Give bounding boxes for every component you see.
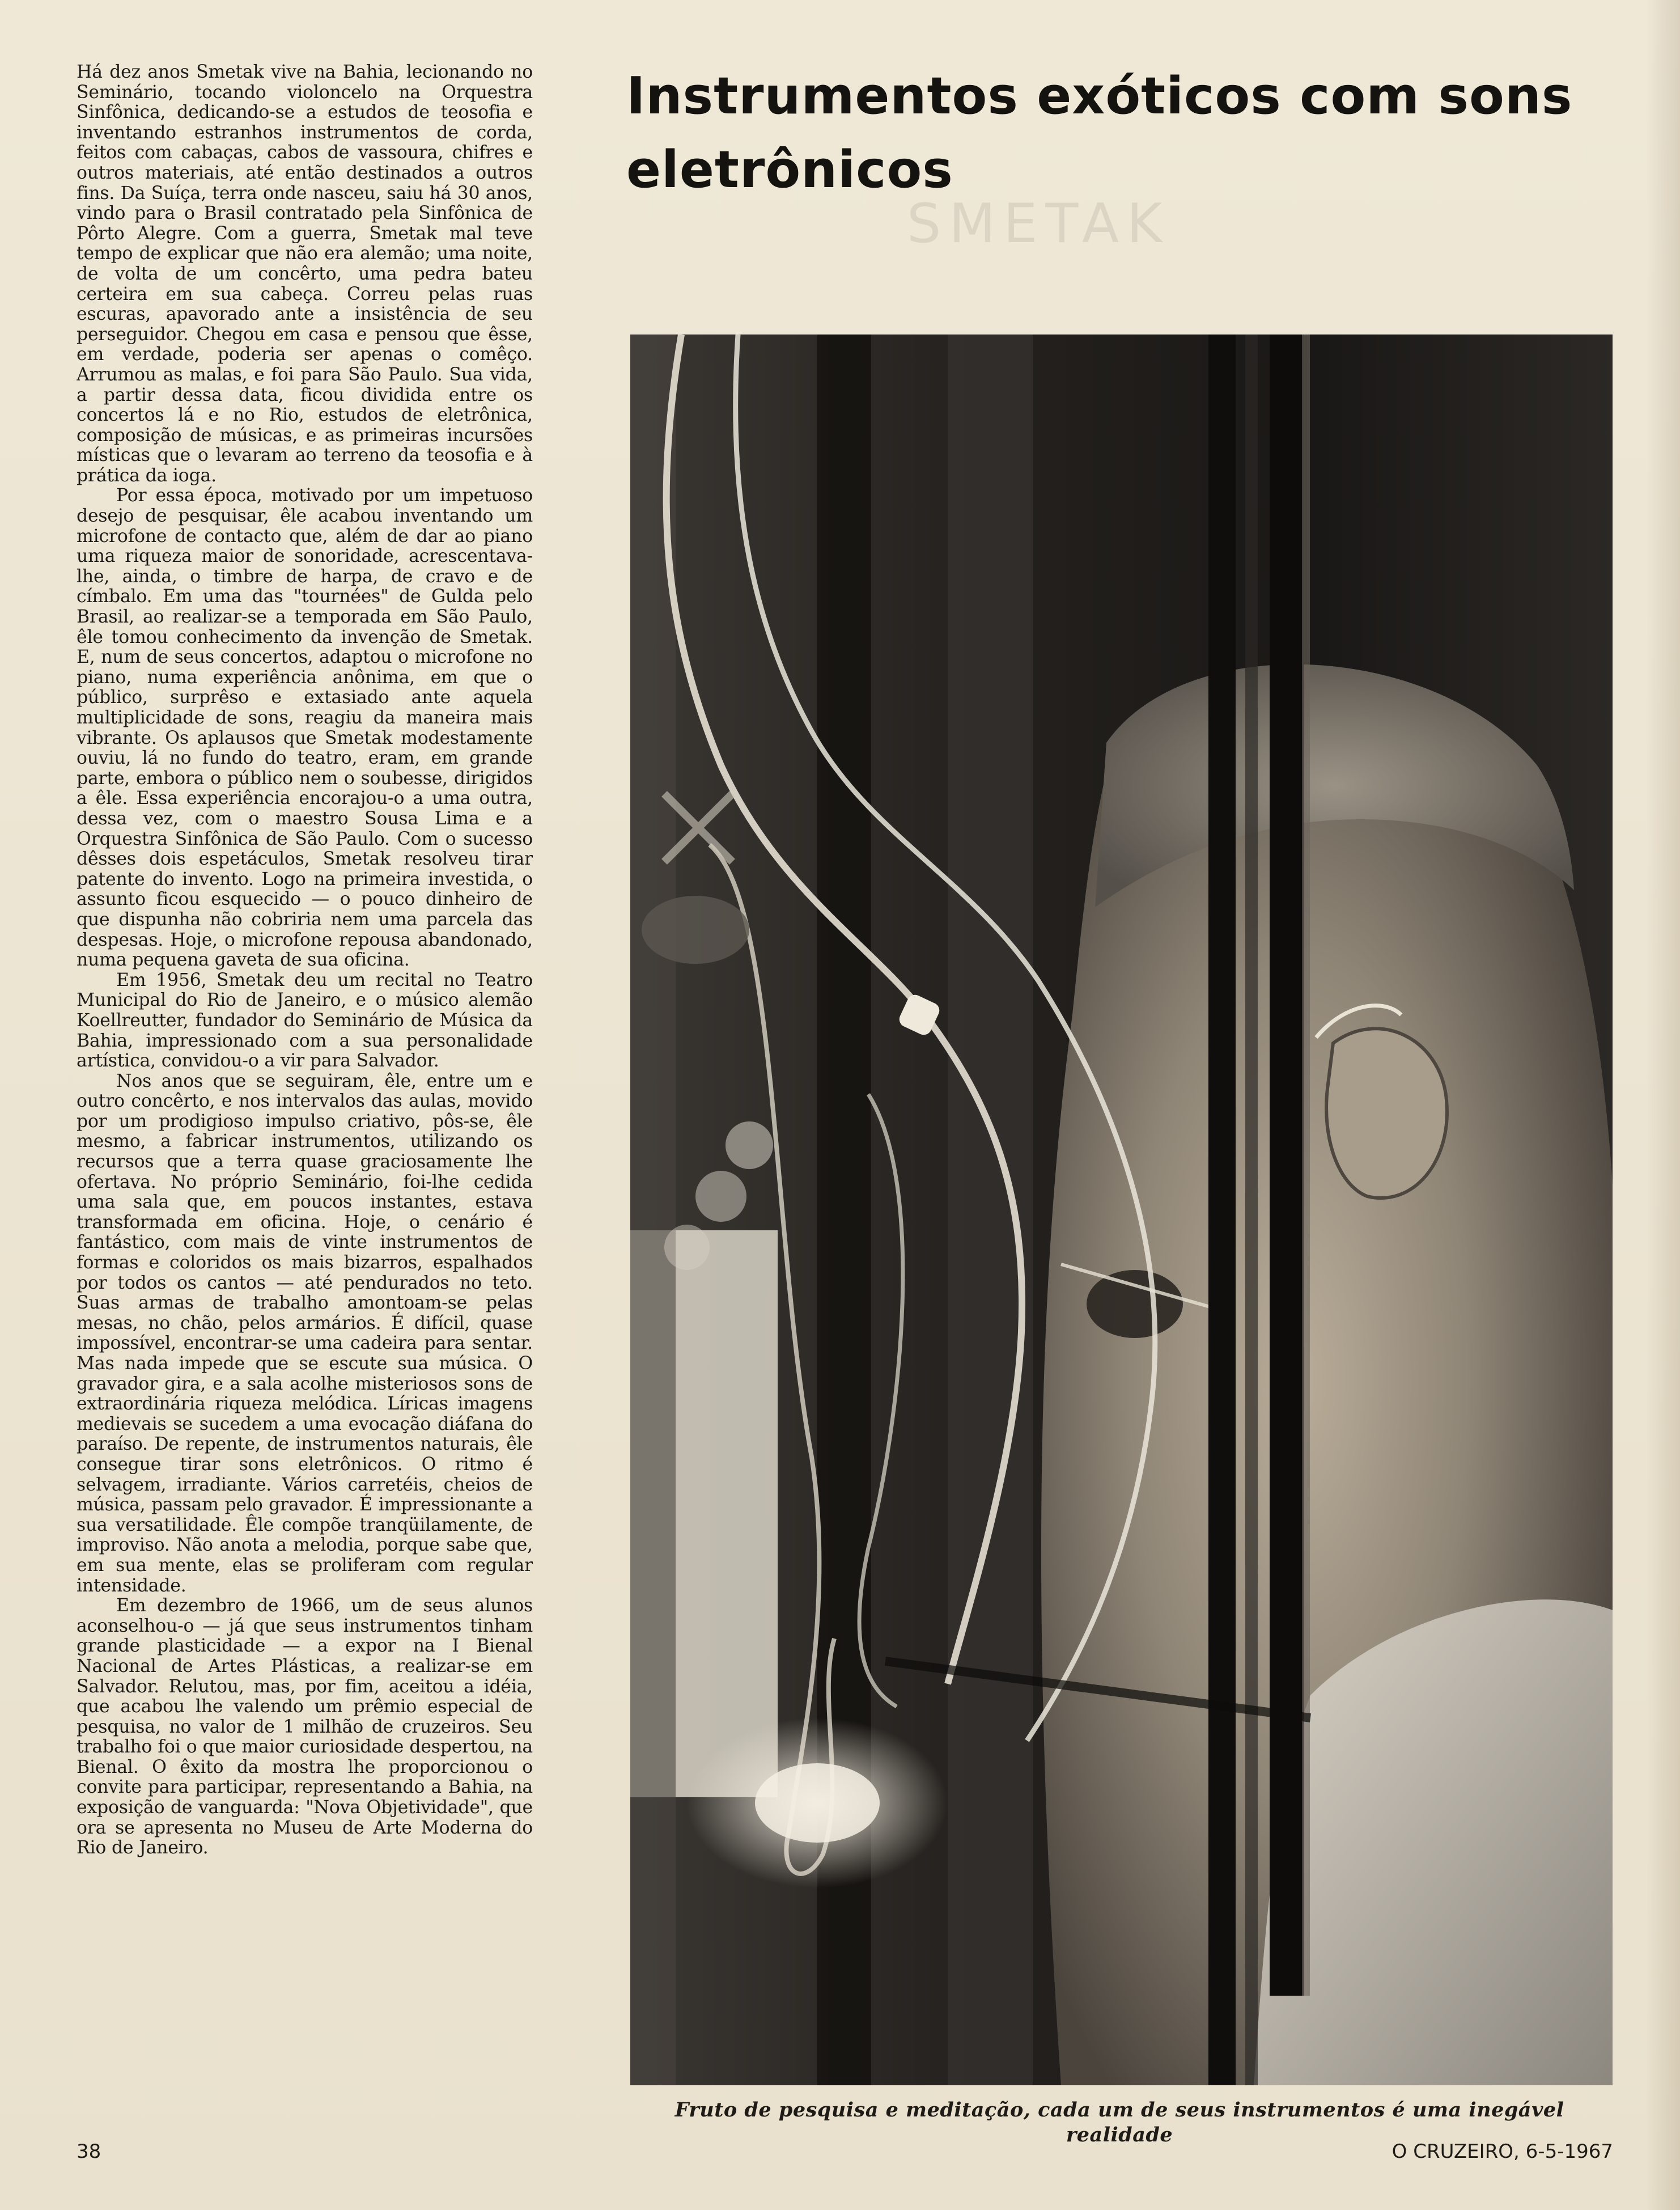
vertical-pole xyxy=(1270,335,1304,1996)
article-body xyxy=(77,62,533,2126)
bokeh-light xyxy=(726,1121,773,1169)
photo-illustration xyxy=(630,335,1613,2085)
headline: Instrumentos exóticos com sons eletrônicos xyxy=(626,66,1573,200)
article-paragraph: Há dez anos Smetak vive na Bahia, lecionando no Seminário, tocando violoncelo na Orquestra Sinfônica, dedicando-se a estudos de teosofia e inventando estranhos instrumentos de corda, feitos com cabaças, cabos de vassoura, chifres e outros materiais, até então destinados a outros fins. Da Suíça, terra onde nasceu, saiu há 30 anos, vindo para o Brasil contratado pela Sinfônica de Pôrto Alegre. Com a guerra, Smetak mal teve tempo de explicar que não era alemão; uma noite, de volta de um concêrto, uma pedra bateu certeira em sua cabeça. Correu pelas ruas escuras, apavorado ante a insistência de seu perseguidor. Chegou em casa e pensou que êsse, em verdade, poderia ser apenas o comêço. Arrumou as malas, e foi para São Paulo. Sua vida, a partir dessa data, ficou dividida entre os concertos lá e no Rio, estudos de eletrônica, composição de músicas, e as primeiras incursões místicas que o levaram ao terreno da teosofia e à prática da ioga. xyxy=(77,62,533,486)
bokeh-light xyxy=(695,1171,746,1222)
magazine-footer: O CRUZEIRO, 6-5-1967 xyxy=(1391,2140,1613,2163)
page-edge-shadow xyxy=(1646,0,1680,2210)
man-eye xyxy=(1087,1270,1183,1338)
man-ear xyxy=(1326,1028,1447,1198)
bokeh-light xyxy=(664,1225,710,1270)
article-paragraph: Em 1956, Smetak deu um recital no Teatro Municipal do Rio de Janeiro, e o músico alemão Koellreutter, fundador do Seminário de Música da Bahia, impressionado com a sua personalidade artística, convidou-o a vir para Salvador. xyxy=(77,969,533,1072)
article-paragraph: Por essa época, motivado por um impetuoso desejo de pesquisar, êle acabou inventando um microfone de contacto que, além de dar ao piano uma riqueza maior de sonoridade, acrescentava-lhe, ainda, o timbre de harpa, de cravo e de címbalo. Em uma das "tournées" de Gulda pelo Brasil, ao realizar-se a temporada em São Paulo, êle tomou conhecimento da invenção de Smetak. E, num de seus concertos, adaptou o microfone no piano, numa experiência anônima, em que o público, surprêso e extasiado ante aquela multiplicidade de sons, reagiu da maneira mais vibrante. Os aplausos que Smetak modestamente ouviu, lá no fundo do teatro, eram, em grande parte, embora o público nem o soubesse, dirigidos a êle. Essa experiência encorajou-o a uma outra, dessa vez, com o maestro Sousa Lima e a Orquestra Sinfônica de São Paulo. Com o sucesso dêsses dois espetáculos, Smetak resolveu tirar patente do invento. Logo na primeira investida, o assunto ficou esquecido — o pouco dinheiro de que dispunha não cobriria nem uma parcela das despesas. Hoje, o microfone repousa abandonado, numa pequena gaveta de sua oficina. xyxy=(77,485,533,971)
hanging-gourd xyxy=(642,896,749,964)
photo-caption: Fruto de pesquisa e meditação, cada um de seus instrumentos é uma inegável realidade xyxy=(674,2098,1564,2147)
article-paragraph: Nos anos que se seguiram, êle, entre um e outro concêrto, e nos intervalos das aulas, movido por um prodigioso impulso criativo, pôs-se, êle mesmo, a fabricar instrumentos, utilizando os recursos que a terra quase graciosamente lhe ofertava. No próprio Seminário, foi-lhe cedida uma sala que, em poucos instantes, estava transformada em oficina. Hoje, o cenário é fantástico, com mais de vinte instrumentos de formas e coloridos os mais bizarros, espalhados por todos os cantos — até pendurados no teto. Suas armas de trabalho amontoam-se pelas mesas, no chão, pelos armários. É difícil, quase impossível, encontrar-se uma cadeira para sentar. Mas nada impede que se escute sua música. O gravador gira, e a sala acolhe misteriosos sons de extraordinária riqueza melódica. Líricas imagens medievais se sucedem a uma evocação diáfana do paraíso. De repente, de instrumentos naturais, êle consegue tirar sons eletrônicos. O ritmo é selvagem, irradiante. Vários carretéis, cheios de música, passam pelo gravador. É impressionante a sua versatilidade. Êle compõe tranqüilamente, de improviso. Não anota a melodia, porque sabe que, em sua mente, elas se proliferam com regular intensidade. xyxy=(77,1070,533,1596)
page-number: 38 xyxy=(77,2140,101,2163)
show-through-ghost-print: SMETAK xyxy=(907,193,1170,255)
photo-smetak-with-instruments xyxy=(630,335,1613,2085)
vertical-pole xyxy=(1208,335,1236,2085)
article-paragraph: Em dezembro de 1966, um de seus alunos aconselhou-o — já que seus instrumentos tinham grande plasticidade — a expor na I Bienal Nacional de Artes Plásticas, a realizar-se em Salvador. Relutou, mas, por fim, aceitou a idéia, que acabou lhe valendo um prêmio especial de pesquisa, no valor de 1 milhão de cruzeiros. Seu trabalho foi o que maior curiosidade despertou, na Bienal. O êxito da mostra lhe proporcionou o convite para participar, representando a Bahia, na exposição de vanguarda: "Nova Objetividade", que ora se apresenta no Museu de Arte Moderna do Rio de Janeiro. xyxy=(77,1595,533,1858)
